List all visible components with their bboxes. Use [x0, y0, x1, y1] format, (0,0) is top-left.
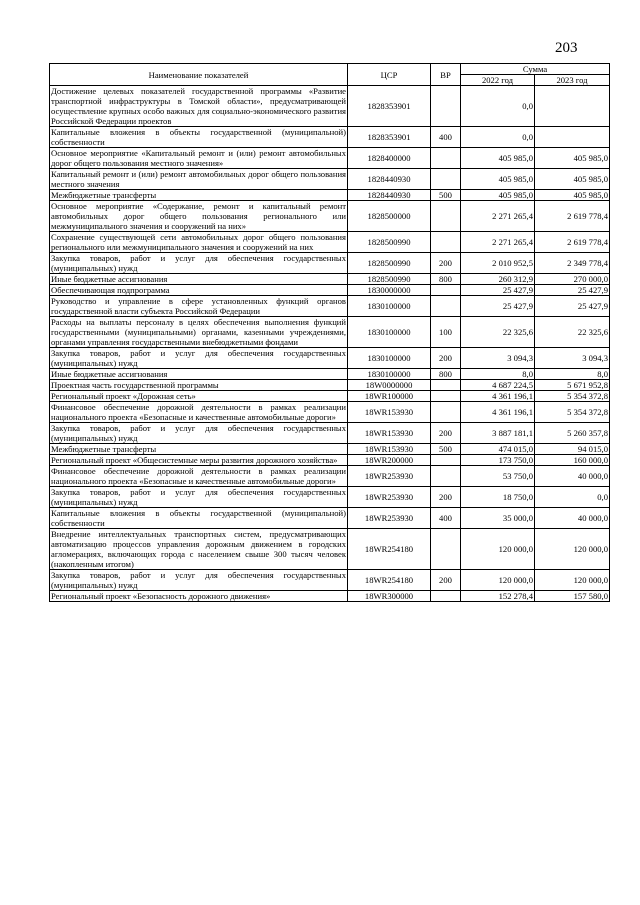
row-vr	[431, 455, 461, 466]
row-sum-2023: 2 349 778,4	[535, 253, 610, 274]
row-vr: 500	[431, 444, 461, 455]
table-body	[50, 86, 610, 602]
table-row	[50, 253, 610, 274]
row-sum-2022: 260 312,9	[461, 274, 535, 285]
table-row	[50, 148, 610, 169]
row-code: 1830100000	[348, 296, 431, 317]
header-year-2022: 2022 год	[461, 75, 535, 86]
row-sum-2022: 25 427,9	[461, 296, 535, 317]
row-name: Основное мероприятие «Содержание, ремонт и капитальный ремонт автомобильных дорог общего пользования регионального или межмуниципального значения и сооружений на них»	[51, 201, 346, 231]
row-sum-2023: 2 619 778,4	[535, 201, 610, 232]
row-sum-2023: 157 580,0	[535, 591, 610, 602]
row-sum-2023: 5 671 952,8	[535, 380, 610, 391]
row-sum-2023	[535, 127, 610, 148]
row-code: 1830100000	[348, 369, 431, 380]
table-row	[50, 444, 610, 455]
row-sum-2023: 160 000,0	[535, 455, 610, 466]
table-row	[50, 591, 610, 602]
row-sum-2022: 405 985,0	[461, 148, 535, 169]
row-name: Капитальный ремонт и (или) ремонт автомобильных дорог общего пользования местного значения	[51, 169, 346, 189]
row-vr	[431, 391, 461, 402]
row-code: 18WR254180	[348, 570, 431, 591]
row-sum-2023: 270 000,0	[535, 274, 610, 285]
row-vr	[431, 169, 461, 190]
row-name: Иные бюджетные ассигнования	[50, 369, 348, 380]
row-name: Региональный проект «Безопасность дорожного движения»	[50, 591, 348, 602]
row-sum-2022: 53 750,0	[461, 466, 535, 487]
table-row	[50, 380, 610, 391]
row-name: Обеспечивающая подпрограмма	[50, 285, 348, 296]
row-sum-2022: 18 750,0	[461, 487, 535, 508]
page-number: 203	[555, 40, 578, 56]
row-sum-2023: 2 619 778,4	[535, 232, 610, 253]
row-name: Закупка товаров, работ и услуг для обеспечения государственных (муниципальных) нужд	[51, 423, 346, 443]
row-sum-2023: 405 985,0	[535, 148, 610, 169]
row-code: 18WR253930	[348, 466, 431, 487]
row-sum-2022: 2 010 952,5	[461, 253, 535, 274]
row-vr	[431, 380, 461, 391]
row-vr	[431, 285, 461, 296]
row-name: Внедрение интеллектуальных транспортных систем, предусматривающих автоматизацию процессов управления дорожным движением в городских агломерациях, включающих города с населением свыше 300 тысяч человек (накопленным итогом)	[51, 529, 346, 569]
table-row	[50, 86, 610, 127]
row-vr: 400	[431, 508, 461, 529]
row-sum-2022: 22 325,6	[461, 317, 535, 348]
row-sum-2022: 120 000,0	[461, 570, 535, 591]
table-row	[50, 369, 610, 380]
row-code: 18WR153930	[348, 444, 431, 455]
row-sum-2023: 5 260 357,8	[535, 423, 610, 444]
row-code: 18WR153930	[348, 423, 431, 444]
row-sum-2022: 35 000,0	[461, 508, 535, 529]
row-code: 1828500990	[348, 274, 431, 285]
row-code: 1830100000	[348, 317, 431, 348]
row-sum-2022: 3 094,3	[461, 348, 535, 369]
row-vr: 100	[431, 317, 461, 348]
row-code: 1830000000	[348, 285, 431, 296]
row-vr: 800	[431, 274, 461, 285]
row-sum-2022: 474 015,0	[461, 444, 535, 455]
row-sum-2023: 25 427,9	[535, 296, 610, 317]
row-name: Закупка товаров, работ и услуг для обеспечения государственных (муниципальных) нужд	[51, 253, 346, 273]
table-row	[50, 455, 610, 466]
row-name: Капитальные вложения в объекты государственной (муниципальной) собственности	[51, 127, 346, 147]
row-code: 1828353901	[348, 127, 431, 148]
row-vr: 200	[431, 348, 461, 369]
table-row	[50, 317, 610, 348]
row-sum-2022: 0,0	[461, 127, 535, 148]
table-row	[50, 169, 610, 190]
row-name: Расходы на выплаты персоналу в целях обеспечения выполнения функций государственными (муниципальными) органами, казенными учреждениями, органами управления государственными внебюджетными фондами	[51, 317, 346, 347]
table-row	[50, 348, 610, 369]
row-name: Межбюджетные трансферты	[50, 444, 348, 455]
row-vr: 200	[431, 487, 461, 508]
row-code: 1828500000	[348, 201, 431, 232]
row-name: Иные бюджетные ассигнования	[50, 274, 348, 285]
row-sum-2023: 40 000,0	[535, 466, 610, 487]
row-vr	[431, 466, 461, 487]
row-sum-2022: 3 887 181,1	[461, 423, 535, 444]
row-vr: 400	[431, 127, 461, 148]
row-name: Финансовое обеспечение дорожной деятельности в рамках реализации национального проекта «Безопасные и качественные автомобильные дороги»	[51, 466, 346, 486]
row-sum-2022: 4 361 196,1	[461, 402, 535, 423]
row-code: 1828400000	[348, 148, 431, 169]
row-name: Достижение целевых показателей государственной программы «Развитие транспортной инфраструктуры в Томской области», предусматривающей осуществление крупных особо важных для социально-экономического развития Российской Федерации проектов	[51, 86, 346, 126]
row-sum-2023: 3 094,3	[535, 348, 610, 369]
table-row	[50, 232, 610, 253]
table-row	[50, 423, 610, 444]
table-row	[50, 190, 610, 201]
table-row	[50, 508, 610, 529]
row-code: 18W0000000	[348, 380, 431, 391]
table-row	[50, 487, 610, 508]
row-name: Межбюджетные трансферты	[50, 190, 348, 201]
row-sum-2022: 25 427,9	[461, 285, 535, 296]
row-sum-2022: 2 271 265,4	[461, 232, 535, 253]
row-sum-2023: 405 985,0	[535, 190, 610, 201]
row-sum-2023: 120 000,0	[535, 529, 610, 570]
row-sum-2022: 120 000,0	[461, 529, 535, 570]
row-name: Руководство и управление в сфере установленных функций органов государственной власти субъекта Российской Федерации	[51, 296, 346, 316]
row-name: Проектная часть государственной программы	[50, 380, 348, 391]
row-code: 1830100000	[348, 348, 431, 369]
row-code: 1828500990	[348, 232, 431, 253]
table-row	[50, 466, 610, 487]
row-sum-2023: 25 427,9	[535, 285, 610, 296]
row-vr: 200	[431, 423, 461, 444]
row-sum-2023: 8,0	[535, 369, 610, 380]
table-row	[50, 296, 610, 317]
row-name: Региональный проект «Общесистемные меры развития дорожного хозяйства»	[50, 455, 348, 466]
row-code: 1828500990	[348, 253, 431, 274]
header-sum: Сумма	[461, 64, 610, 75]
row-name: Закупка товаров, работ и услуг для обеспечения государственных (муниципальных) нужд	[51, 570, 346, 590]
row-code: 18WR200000	[348, 455, 431, 466]
row-sum-2022: 152 278,4	[461, 591, 535, 602]
table-row	[50, 274, 610, 285]
row-sum-2022: 405 985,0	[461, 169, 535, 190]
table-row	[50, 529, 610, 570]
row-name: Закупка товаров, работ и услуг для обеспечения государственных (муниципальных) нужд	[51, 348, 346, 368]
row-code: 1828440930	[348, 169, 431, 190]
row-vr	[431, 201, 461, 232]
row-vr: 800	[431, 369, 461, 380]
table-row	[50, 201, 610, 232]
row-vr	[431, 296, 461, 317]
row-vr	[431, 529, 461, 570]
row-sum-2023: 0,0	[535, 487, 610, 508]
row-sum-2023: 5 354 372,8	[535, 402, 610, 423]
row-vr: 200	[431, 253, 461, 274]
row-vr	[431, 591, 461, 602]
row-vr	[431, 402, 461, 423]
row-sum-2023: 5 354 372,8	[535, 391, 610, 402]
row-vr	[431, 148, 461, 169]
header-vr: ВР	[431, 64, 461, 86]
row-code: 1828440930	[348, 190, 431, 201]
row-code: 18WR300000	[348, 591, 431, 602]
header-name: Наименование показателей	[50, 64, 348, 86]
row-sum-2022: 0,0	[461, 86, 535, 127]
row-name: Основное мероприятие «Капитальный ремонт и (или) ремонт автомобильных дорог общего пользования местного значения»	[51, 148, 346, 168]
row-code: 1828353901	[348, 86, 431, 127]
row-sum-2022: 173 750,0	[461, 455, 535, 466]
table-row	[50, 570, 610, 591]
row-sum-2023: 94 015,0	[535, 444, 610, 455]
row-name: Сохранение существующей сети автомобильных дорог общего пользования регионального или межмуниципального значения и сооружений на них	[51, 232, 346, 252]
row-sum-2023: 40 000,0	[535, 508, 610, 529]
row-code: 18WR253930	[348, 508, 431, 529]
row-name: Капитальные вложения в объекты государственной (муниципальной) собственности	[51, 508, 346, 528]
table-row	[50, 391, 610, 402]
row-sum-2023: 22 325,6	[535, 317, 610, 348]
row-sum-2022: 2 271 265,4	[461, 201, 535, 232]
row-code: 18WR253930	[348, 487, 431, 508]
row-name: Финансовое обеспечение дорожной деятельности в рамках реализации национального проекта «Безопасные и качественные автомобильные дороги»	[51, 402, 346, 422]
budget-table	[49, 63, 610, 602]
row-sum-2022: 4 361 196,1	[461, 391, 535, 402]
table-row	[50, 285, 610, 296]
table-row	[50, 127, 610, 148]
row-sum-2023: 405 985,0	[535, 169, 610, 190]
row-vr: 500	[431, 190, 461, 201]
row-sum-2022: 405 985,0	[461, 190, 535, 201]
row-sum-2023: 120 000,0	[535, 570, 610, 591]
row-code: 18WR254180	[348, 529, 431, 570]
row-name: Закупка товаров, работ и услуг для обеспечения государственных (муниципальных) нужд	[51, 487, 346, 507]
header-year-2023: 2023 год	[535, 75, 610, 86]
row-sum-2023	[535, 86, 610, 127]
table-row	[50, 402, 610, 423]
row-sum-2022: 4 687 224,5	[461, 380, 535, 391]
row-vr: 200	[431, 570, 461, 591]
row-vr	[431, 86, 461, 127]
row-vr	[431, 232, 461, 253]
row-sum-2022: 8,0	[461, 369, 535, 380]
row-code: 18WR153930	[348, 402, 431, 423]
row-code: 18WR100000	[348, 391, 431, 402]
header-code: ЦСР	[348, 64, 431, 86]
row-name: Региональный проект «Дорожная сеть»	[50, 391, 348, 402]
